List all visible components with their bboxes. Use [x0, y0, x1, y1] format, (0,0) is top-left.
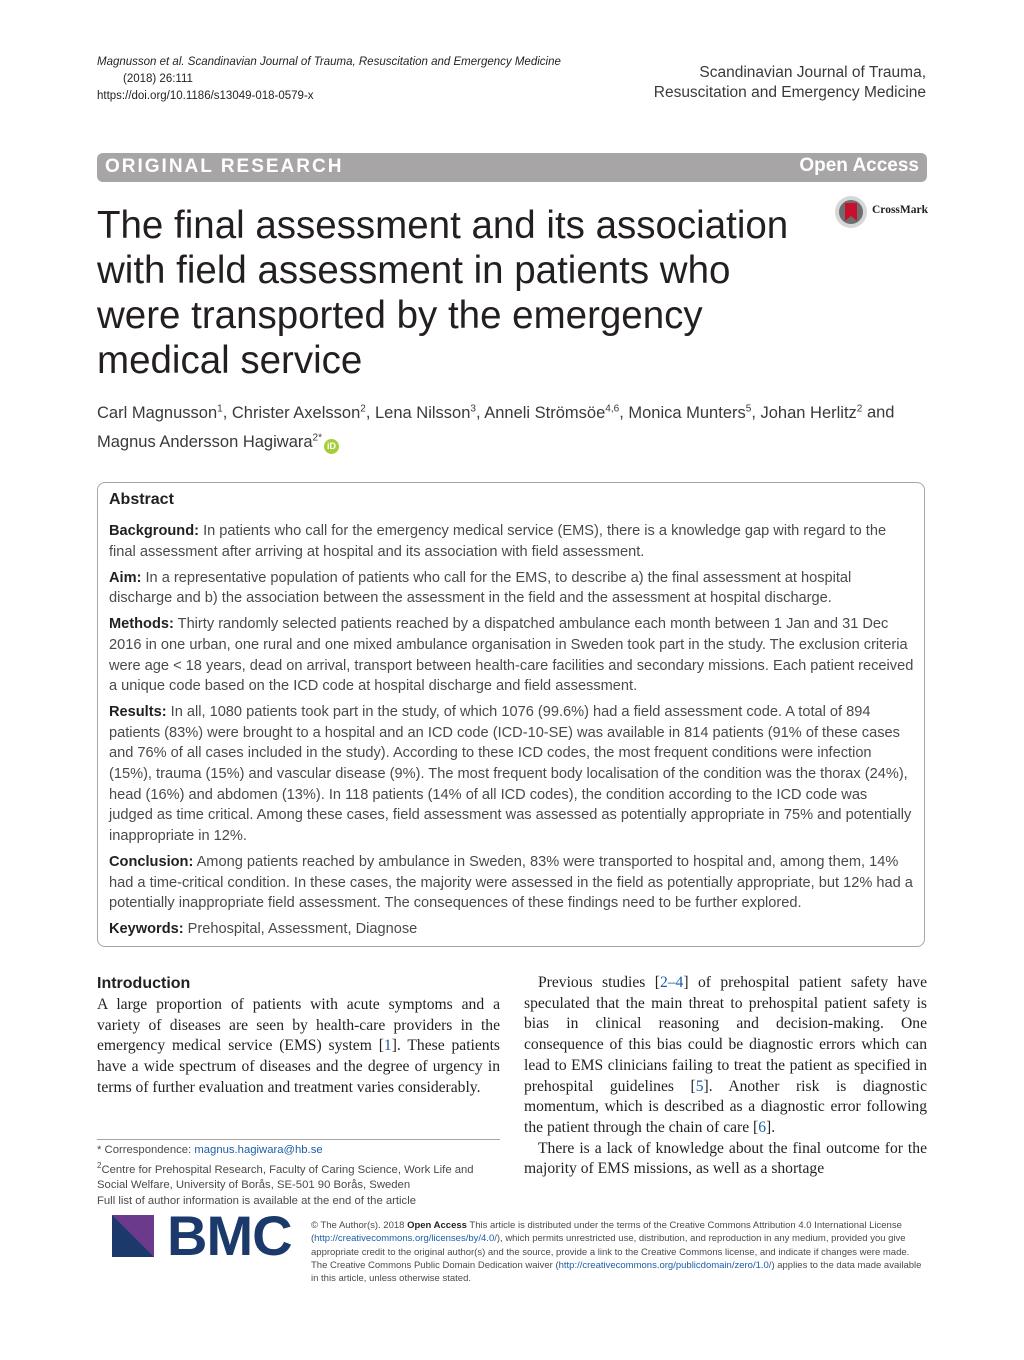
introduction-heading: Introduction	[97, 975, 191, 992]
open-access-label: Open Access	[799, 155, 919, 176]
journal-name	[654, 63, 926, 103]
crossmark-badge[interactable]	[834, 195, 934, 229]
authors-and: and	[866, 403, 895, 422]
abstract-background: Background: In patients who call for the emergency medical service (EMS), there is a knowledge gap with regard to the final assessment after arriving at hospital and its association with field assessment.	[109, 523, 887, 560]
correspondence-email[interactable]: magnus.hagiwara@hb.se	[194, 1144, 323, 1156]
citation-line-1: Magnusson et al. Scandinavian Journal of Trauma, Resuscitation and Emergency Medicine	[97, 56, 561, 68]
correspondence: * Correspondence: magnus.hagiwara@hb.se	[97, 1144, 323, 1156]
license-link[interactable]: http://creativecommons.org/licenses/by/4.0/	[314, 1233, 497, 1245]
author[interactable]: Johan Herlitz$^2$	[760, 403, 863, 422]
reference-link[interactable]: 5	[695, 1077, 704, 1095]
crossmark-label: CrossMark	[872, 204, 929, 216]
reference-link[interactable]: 1	[383, 1037, 392, 1055]
abstract-keywords: Keywords: Prehospital, Assessment, Diagnose	[109, 921, 418, 938]
author[interactable]: Carl Magnusson$^1$	[97, 403, 223, 422]
body-paragraph: There is a lack of knowledge about the final outcome for the majority of EMS missions, as well as a shortage	[524, 1139, 927, 1178]
introduction-column	[97, 973, 500, 1099]
author-info-note: Full list of author information is available at the end of the article	[97, 1194, 416, 1207]
abstract-aim: Aim: In a representative population of patients who call for the EMS, to describe a) the final assessment at hospital discharge and b) the association between the assessment in the field and the assessment at hospital discharge.	[109, 569, 852, 607]
abstract-heading: Abstract	[109, 491, 174, 508]
affiliation: $^2$Centre for Prehospital Research, Faculty of Caring Science, Work Life and Social Welfare, University of Borås, SE-501 90 Borås, Sweden	[97, 1161, 474, 1192]
reference-link[interactable]: 2–4	[659, 974, 684, 991]
author-list: Carl Magnusson$^1$, Christer Axelsson$^2$, Lena Nilsson$^3$, Anneli Strömsöe$^{4,6}$, Monica Munters$^5$, Johan Herlitz$^2$ and Magnus Andersson Hagiwara$^{2*}$iD	[97, 396, 927, 455]
license-statement: © The Author(s). 2018 Open Access This article is distributed under the terms of the Creative Commons Attribution 4.0 International License (http://creativecommons.org/licenses/by/4.0/), which permits unrestricted use, distribution, and reproduction in any medium, provided you give appropriate credit to the original author(s) and the source, provide a link to the Creative Commons license, and indicate if changes were made. The Creative Commons Public Domain Dedication waiver (http://creativecommons.org/publicdomain/zero/1.0/) applies to the data made available in this article, unless otherwise stated.	[311, 1220, 922, 1285]
waiver-link[interactable]: http://creativecommons.org/publicdomain/zero/1.0/	[558, 1259, 772, 1271]
author[interactable]: Monica Munters$^5$	[628, 403, 752, 422]
abstract-box	[97, 482, 925, 947]
crossmark-icon	[834, 195, 868, 229]
journal-name-line-1: Scandinavian Journal of Trauma,	[699, 64, 926, 81]
author[interactable]: Magnus Andersson Hagiwara$^{2*}$	[97, 432, 322, 451]
doi-link[interactable]: https://doi.org/10.1186/s13049-018-0579-x	[97, 90, 314, 102]
footnote	[97, 1143, 500, 1209]
abstract-methods: Methods: Thirty randomly selected patients reached by a dispatched ambulance each month between 1 Jan and 31 Dec 2016 in one urban, one rural and one mixed ambulance organisation in Sweden took part in the study. The exclusion criteria were age < 18 years, dead on arrival, transport between health-care facilities and secondary missions. Each patient received a unique code based on the ICD code at hospital discharge and field assessment.	[109, 616, 914, 695]
introduction-paragraph: A large proportion of patients with acute symptoms and a variety of diseases are seen by health-care providers in the emergency medical service (EMS) system [1]. These patients have a wide spectrum of diseases and the degree of urgency in terms of further evaluation and treatment varies considerably.	[97, 996, 500, 1096]
body-column-right	[524, 973, 927, 1180]
bmc-logo	[112, 1204, 292, 1267]
journal-name-line-2: Resuscitation and Emergency Medicine	[653, 84, 926, 101]
orcid-icon[interactable]: iD	[324, 439, 339, 454]
author[interactable]: Christer Axelsson$^2$	[231, 403, 366, 422]
abstract-results: Results: In all, 1080 patients took part in the study, of which 1076 (99.6%) had a field assessment code. A total of 894 patients (83%) were brought to a hospital and an ICD code (ICD-10-SE) was available in 814 patients (91% of these cases and 76% of all cases included in the study). According to these ICD codes, the most frequent conditions were infection (15%), trauma (15%) and vascular disease (9%). The most frequent body localisation of the condition was the thorax (24%), head (16%) and abdomen (13%). In 118 patients (14% of all ICD codes), the condition according to the ICD code was judged as time critical. Among these cases, field assessment was assessed as potentially appropriate in 75% and potentially inappropriate in 12%.	[109, 704, 912, 844]
bmc-logo-icon	[112, 1215, 164, 1263]
article-title: The final assessment and its association with field assessment in patients who were transported by the emergency medical service	[97, 204, 789, 382]
open-access-bold: Open Access	[407, 1220, 467, 1231]
author[interactable]: Anneli Strömsöe$^{4,6}$	[484, 403, 620, 422]
article-type-banner	[97, 153, 927, 182]
abstract-conclusion: Conclusion: Among patients reached by ambulance in Sweden, 83% were transported to hospital and, among them, 14% had a time-critical condition. In these cases, the majority were assessed in the field as potentially appropriate, but 12% had a potentially inappropriate field assessment. The consequences of these findings need to be further explored.	[109, 853, 913, 912]
abstract-body	[109, 521, 915, 945]
bmc-logo-text: BMC	[167, 1204, 292, 1267]
reference-link[interactable]: 6	[758, 1118, 767, 1136]
citation-header	[97, 54, 561, 105]
article-type-label: ORIGINAL RESEARCH	[105, 156, 344, 177]
citation-line-2: (2018) 26:111	[123, 73, 193, 85]
footnote-divider	[97, 1139, 500, 1140]
body-paragraph: Previous studies [2–4] of prehospital patient safety have speculated that the main threat to prehospital patient safety is bias in clinical reasoning and decision-making. One consequence of this bias could be diagnostic errors which can lead to EMS clinicians failing to treat the patient as specified in prehospital guidelines [5]. Another risk is diagnostic momentum, which is described as a diagnostic error following the patient through the chain of care [6].	[524, 974, 928, 1136]
author[interactable]: Lena Nilsson$^3$	[375, 403, 476, 422]
